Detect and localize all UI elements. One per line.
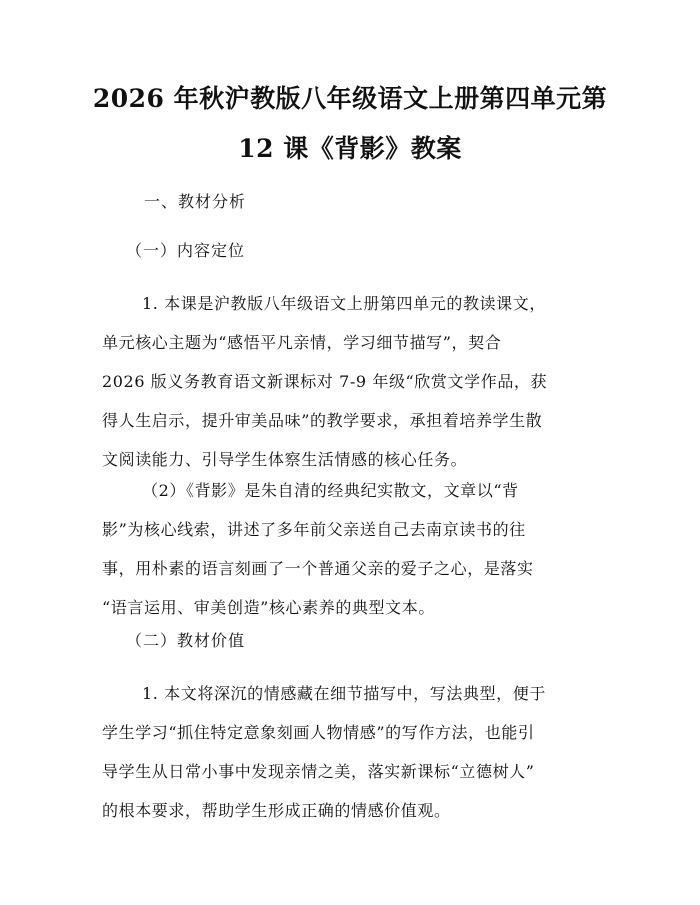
paragraph-line: （2）《背影》是朱自清的经典纪实散文，文章以“背 — [142, 481, 519, 500]
paragraph-line: 1. 本文将深沉的情感藏在细节描写中，写法典型，便于 — [142, 684, 546, 703]
paragraph-line: 文阅读能力、引导学生体察生活情感的核心任务。 — [102, 450, 468, 469]
paragraph-content-positioning-2 — [102, 471, 598, 627]
paragraph-line: 2026 版义务教育语文新课标对 7-9 年级“欣赏文学作品，获 — [102, 372, 548, 391]
paragraph-line: 的根本要求，帮助学生形成正确的情感价值观。 — [102, 801, 451, 820]
paragraph-line: 1. 本课是沪教版八年级语文上册第四单元的教读课文， — [142, 294, 546, 313]
paragraph-line: 影”为核心线索，讲述了多年前父亲送自己去南京读书的往 — [102, 520, 526, 539]
paragraph-line: 事，用朴素的语言刻画了一个普通父亲的爱子之心，是落实 — [102, 559, 534, 578]
subsection-heading-content-positioning: （一）内容定位 — [126, 241, 246, 260]
paragraph-line: “语言运用、审美创造”核心素养的典型文本。 — [102, 598, 435, 617]
paragraph-textbook-value-1 — [102, 674, 598, 830]
document-title-line-2: 12 课《背影》教案 — [238, 134, 462, 163]
paragraph-line: 导学生从日常小事中发现亲情之美，落实新课标“立德树人” — [102, 762, 535, 781]
document-title-line-1: 2026 年秋沪教版八年级语文上册第四单元第 — [92, 84, 608, 113]
subsection-heading-textbook-value: （二）教材价值 — [126, 631, 246, 650]
section-heading-textbook-analysis: 一、教材分析 — [144, 192, 247, 211]
paragraph-line: 单元核心主题为“感悟平凡亲情，学习细节描写”，契合 — [102, 333, 502, 352]
paragraph-line: 学生学习“抓住特定意象刻画人物情感”的写作方法，也能引 — [102, 723, 535, 742]
paragraph-content-positioning-1 — [102, 284, 598, 479]
paragraph-line: 得人生启示，提升审美品味”的教学要求，承担着培养学生散 — [102, 411, 543, 430]
